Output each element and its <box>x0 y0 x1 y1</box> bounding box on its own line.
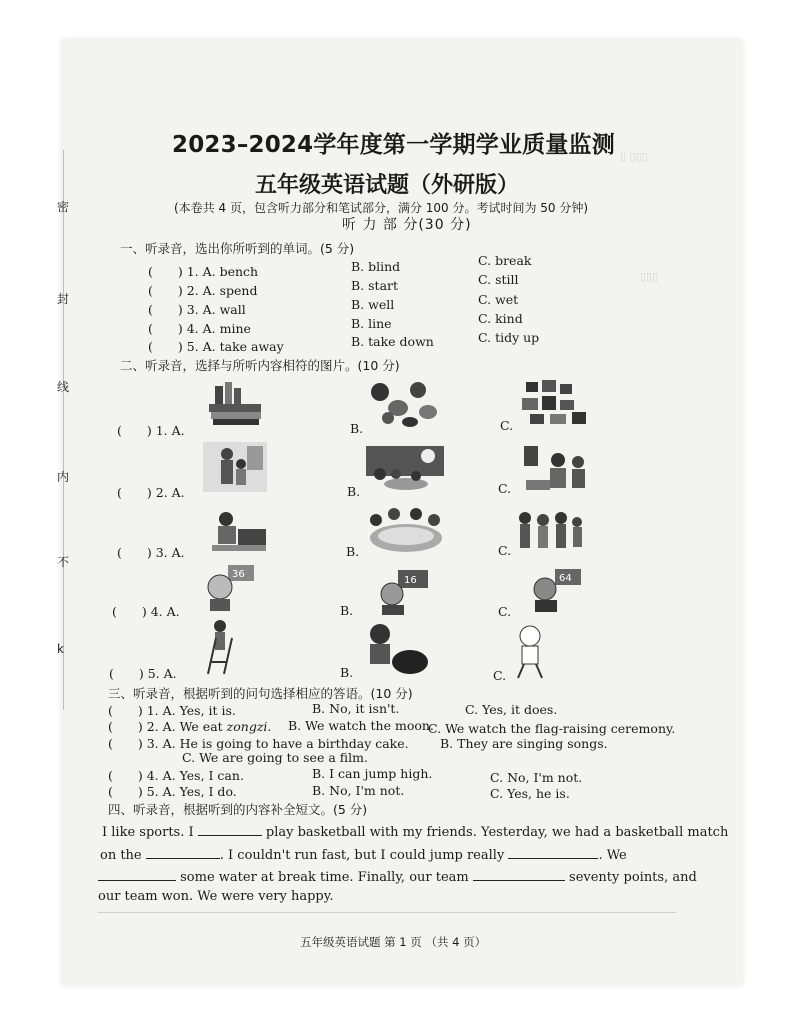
s2-q2-b: B. <box>347 484 361 499</box>
s2-q3-b: B. <box>346 544 360 559</box>
s4-line3-mid: some water at break time. Finally, our team <box>180 870 469 885</box>
s1-q1-c: C. break <box>478 253 532 268</box>
s2-q2-c: C. <box>498 481 512 496</box>
s4-line3 <box>98 868 697 885</box>
page-footer: 五年级英语试题 第 1 页 （共 4 页） <box>300 935 487 949</box>
boy-bag-picture <box>360 622 430 676</box>
section4-heading: 四、听录音，根据听到的内容补全短文。(5 分) <box>108 802 368 817</box>
s1-q3: ( ) 3. A. wall <box>148 302 246 317</box>
s2-q2-a: ( ) 2. A. <box>117 485 185 500</box>
s1-q3-c: C. wet <box>478 292 519 307</box>
s1-q2-c: C. still <box>478 272 519 287</box>
s3-q1-a: ( ) 1. A. Yes, it is. <box>108 703 236 718</box>
s2-q5-c: C. <box>493 668 507 683</box>
s3-q2-c: C. We watch the flag-raising ceremony. <box>428 721 676 736</box>
sign-number-64: 64 <box>559 573 572 584</box>
s4-line4: our team won. We were very happy. <box>98 889 334 904</box>
s3-q2-a-italic: zongzi. <box>226 719 272 734</box>
child-sign-64-picture <box>527 565 585 613</box>
fruit-food-picture <box>368 378 444 428</box>
s1-q2: ( ) 2. A. spend <box>148 283 258 298</box>
seal-char-mi: 密 <box>57 200 70 214</box>
seal-char-nei: 内 <box>57 470 70 484</box>
s3-q5-c: C. Yes, he is. <box>490 786 570 801</box>
s1-q3-b: B. well <box>351 297 395 312</box>
s3-q3-b: B. They are singing songs. <box>440 736 608 751</box>
sign-number-16: 16 <box>404 575 417 586</box>
blank-2[interactable] <box>146 846 220 859</box>
exam-note: (本卷共 4 页，包含听力部分和笔试部分，满分 100 分。考试时间为 50 分钟) <box>174 201 589 215</box>
family-dinner-picture <box>364 506 448 556</box>
s2-q1-c: C. <box>500 418 514 433</box>
s1-q1: ( ) 1. A. bench <box>148 264 259 279</box>
s3-q1-b: B. No, it isn't. <box>312 701 400 716</box>
s3-q2-a <box>108 717 271 735</box>
s2-q4-b: B. <box>340 603 354 618</box>
s1-q1-b: B. blind <box>351 259 401 274</box>
s3-q5-b: B. No, I'm not. <box>312 783 405 798</box>
s1-q5: ( ) 5. A. take away <box>148 339 284 354</box>
s2-q4-a: ( ) 4. A. <box>112 604 180 619</box>
section3-heading: 三、听录音，根据听到的问句选择相应的答语。(10 分) <box>108 686 413 701</box>
seal-char-k: k <box>57 642 64 656</box>
s3-q2-b: B. We watch the moon. <box>288 718 434 733</box>
s3-q4-a: ( ) 4. A. Yes, I can. <box>108 768 244 783</box>
s4-line3-end: seventy points, and <box>569 870 697 885</box>
s3-q3-a: ( ) 3. A. He is going to have a birthday cake. <box>108 736 409 751</box>
boy-walking-picture <box>510 624 550 680</box>
s3-q3-c: C. We are going to see a film. <box>182 750 368 765</box>
exam-subtitle: 五年级英语试题（外研版） <box>255 173 520 198</box>
s4-line2-end: . We <box>598 848 627 863</box>
listening-part-heading: 听 力 部 分(30 分) <box>342 217 472 233</box>
s3-q1-c: C. Yes, it does. <box>465 702 558 717</box>
s2-q1-a: ( ) 1. A. <box>117 423 185 438</box>
seal-line <box>63 150 64 710</box>
s4-line2-start: on the <box>100 848 142 863</box>
s4-line2-mid: . I couldn't run fast, but I could jump really <box>219 848 505 863</box>
child-sign-36-picture <box>200 563 256 613</box>
section1-heading: 一、听录音，选出你所听到的单词。(5 分) <box>120 241 355 256</box>
s2-q3-a: ( ) 3. A. <box>117 545 185 560</box>
bottom-rule <box>98 912 676 913</box>
s2-q5-b: B. <box>340 665 354 680</box>
exam-title: 2023–2024学年度第一学期学业质量监测 <box>172 132 615 158</box>
s1-q4-b: B. line <box>351 316 392 331</box>
seal-char-bu: 不 <box>57 555 70 569</box>
s1-q4-c: C. kind <box>478 311 523 326</box>
party-picture <box>522 446 592 494</box>
s1-q4: ( ) 4. A. mine <box>148 321 251 336</box>
child-ladder-picture <box>202 618 236 674</box>
s3-q2-a-text: ( ) 2. A. We eat <box>108 719 227 734</box>
books-picture <box>205 380 265 426</box>
children-singing-picture <box>515 508 585 554</box>
s4-line1-end: play basketball with my friends. Yesterday, we had a basketball match <box>265 825 729 840</box>
s2-q1-b: B. <box>350 421 364 436</box>
s4-line2 <box>100 846 627 863</box>
s4-line1 <box>102 823 728 840</box>
bleed-through-text: ▯ ▯▯▯ <box>620 150 648 163</box>
blank-5[interactable] <box>473 868 565 881</box>
moon-festival-picture <box>366 446 444 494</box>
blank-1[interactable] <box>198 823 262 836</box>
s1-q2-b: B. start <box>351 278 399 293</box>
boy-reading-picture <box>208 509 270 553</box>
toys-clothes-picture <box>520 378 590 426</box>
seal-char-feng: 封 <box>57 292 70 306</box>
section2-heading: 二、听录音，选择与所听内容相符的图片。(10 分) <box>120 358 400 373</box>
s4-line1-start: I like sports. I <box>102 825 194 840</box>
s2-q3-c: C. <box>498 543 512 558</box>
blank-3[interactable] <box>508 846 598 859</box>
bleed-through-text: ▯▯▯ <box>640 270 659 283</box>
sign-number-36: 36 <box>232 569 245 580</box>
s2-q5-a: ( ) 5. A. <box>109 666 177 681</box>
blank-4[interactable] <box>98 868 176 881</box>
s1-q5-c: C. tidy up <box>478 330 540 345</box>
seal-char-xian: 线 <box>57 380 70 394</box>
s3-q4-c: C. No, I'm not. <box>490 770 583 785</box>
s3-q5-a: ( ) 5. A. Yes, I do. <box>108 784 237 799</box>
s1-q5-b: B. take down <box>351 334 434 349</box>
s3-q4-b: B. I can jump high. <box>312 766 433 781</box>
family-picture <box>203 442 267 492</box>
s2-q4-c: C. <box>498 604 512 619</box>
child-sign-16-picture <box>374 568 434 616</box>
